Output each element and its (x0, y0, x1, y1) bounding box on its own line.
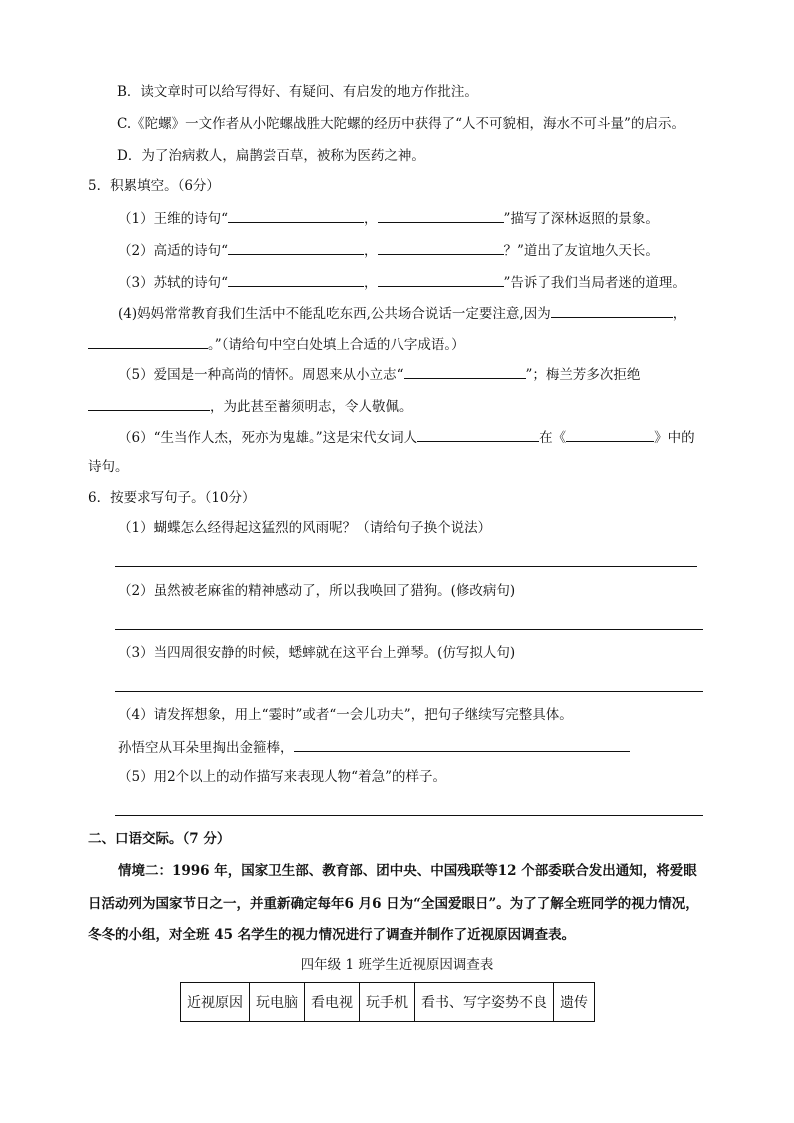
table-cell: 看书、写字姿势不良 (415, 983, 554, 1022)
q5-item-5-prefix: （5）爱国是一种高尚的情怀。周恩来从小立志“ (118, 367, 404, 383)
q5-item-4-comma: ， (672, 306, 687, 322)
answer-blank[interactable] (566, 426, 654, 442)
answer-blank[interactable] (404, 363, 526, 379)
q5-item-2-suffix: ？”道出了友谊地久天长。 (503, 243, 659, 259)
q6-item-4-sentence (118, 736, 630, 758)
q5-item-3-comma: ， (364, 275, 378, 291)
section-2-paragraph-line-3: 冬冬的小组，对全班 45 名学生的视力情况进行了调查并制作了近视原因调查表。 (88, 927, 576, 943)
q6-item-1: （1）蝴蝶怎么经得起这猛烈的风雨呢？（请给句子换个说法） (118, 520, 492, 536)
answer-blank[interactable] (294, 736, 630, 752)
q6-title: 6．按要求写句子。（10分） (88, 490, 256, 506)
answer-blank[interactable] (228, 239, 364, 255)
table-cell: 近视原因 (181, 983, 250, 1022)
answer-line[interactable] (115, 815, 703, 816)
answer-line[interactable] (115, 629, 703, 630)
q5-item-6-tail: 诗句。 (88, 459, 129, 475)
q5-item-6 (118, 426, 695, 448)
q6-item-4-sentence-text: 孙悟空从耳朵里掏出金箍棒， (118, 740, 294, 756)
q5-item-1-prefix: （1）王维的诗句“ (118, 211, 228, 227)
q5-item-5-tail: ，为此甚至蓄须明志，令人敬佩。 (210, 399, 413, 415)
q6-item-3: （3）当四周很安静的时候，蟋蟀就在这平台上弹琴。(仿写拟人句) (118, 645, 516, 661)
q5-item-5-cont (88, 395, 413, 417)
answer-blank[interactable] (88, 333, 208, 349)
q4-option-c: C.《陀螺》一文作者从小陀螺战胜大陀螺的经历中获得了“人不可貌相，海水不可斗量”的启示。 (117, 116, 685, 132)
section-2-title: 二、口语交际。（7 分） (88, 831, 231, 847)
answer-blank[interactable] (378, 271, 504, 287)
q5-item-2-comma: ， (364, 243, 378, 259)
answer-blank[interactable] (551, 302, 673, 318)
q5-item-5 (118, 363, 640, 385)
q5-item-1-suffix: ”描写了深林返照的景象。 (503, 211, 659, 227)
answer-line[interactable] (115, 691, 703, 692)
q5-item-6-prefix: （6）“生当作人杰，死亦为鬼雄。”这是宋代女词人 (118, 430, 418, 446)
table-row (181, 983, 595, 1022)
survey-table (180, 982, 595, 1022)
q4-option-d: D．为了治病救人，扁鹊尝百草，被称为医药之神。 (117, 148, 425, 164)
answer-blank[interactable] (378, 239, 504, 255)
q5-item-4-suffix: 。”（请给句中空白处填上合适的八字成语。） (208, 337, 465, 353)
q6-item-5: （5）用2个以上的动作描写来表现人物“着急”的样子。 (118, 769, 446, 785)
q5-item-3-prefix: （3）苏轼的诗句“ (118, 275, 228, 291)
section-2-paragraph-line-2: 日活动列为国家节日之一，并重新确定每年6 月6 日为“全国爱眼日”。为了了解全班同学的视力情况， (88, 896, 699, 912)
q5-item-6-mid: 在《 (539, 430, 567, 446)
q5-item-4-cont (88, 333, 465, 355)
answer-blank[interactable] (417, 426, 539, 442)
q5-item-1 (118, 207, 659, 229)
q6-item-4: （4）请发挥想象，用上“霎时”或者“一会儿功夫”，把句子继续写完整具体。 (118, 707, 573, 723)
q5-item-5-suffix: ”；梅兰芳多次拒绝 (525, 367, 641, 383)
q5-item-4 (118, 302, 686, 324)
q5-item-6-suffix: 》中的 (654, 430, 695, 446)
answer-line[interactable] (115, 566, 697, 567)
answer-blank[interactable] (378, 207, 504, 223)
q4-option-b: B．读文章时可以给写得好、有疑问、有启发的地方作批注。 (117, 84, 478, 100)
table-cell: 遗传 (554, 983, 595, 1022)
table-cell: 玩电脑 (250, 983, 305, 1022)
answer-blank[interactable] (228, 271, 364, 287)
q5-item-2 (118, 239, 659, 261)
q5-item-4-prefix: (4)妈妈常常教育我们生活中不能乱吃东西,公共场合说话一定要注意,因为 (118, 306, 551, 322)
q5-item-3-suffix: ”告诉了我们当局者迷的道理。 (503, 275, 686, 291)
answer-blank[interactable] (228, 207, 364, 223)
q5-title: 5．积累填空。（6分） (88, 178, 220, 194)
q6-item-2: （2）虽然被老麻雀的精神感动了，所以我唤回了猎狗。(修改病句) (118, 583, 516, 599)
table-cell: 看电视 (305, 983, 360, 1022)
q5-item-2-prefix: （2）高适的诗句“ (118, 243, 228, 259)
answer-blank[interactable] (88, 395, 210, 411)
table-caption: 四年级 1 班学生近视原因调查表 (300, 957, 494, 973)
section-2-paragraph-line-1: 情境二：1996 年，国家卫生部、教育部、团中央、中国残联等12 个部委联合发出通知，将爱眼 (118, 863, 697, 879)
q5-item-1-comma: ， (364, 211, 378, 227)
q5-item-3 (118, 271, 686, 293)
table-cell: 玩手机 (360, 983, 415, 1022)
